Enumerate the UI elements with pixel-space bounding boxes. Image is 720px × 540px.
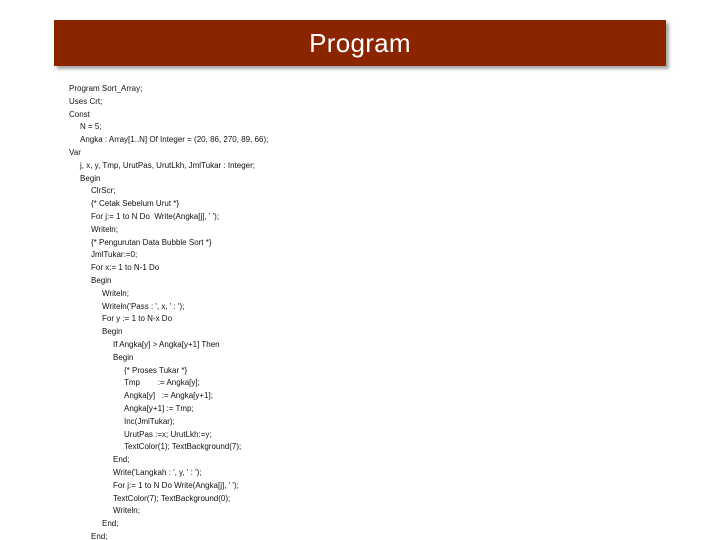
code-line: For x:= 1 to N-1 Do xyxy=(91,263,160,273)
code-line: Write('Langkah : ', y, ' : '); xyxy=(113,468,202,477)
code-line: TextColor(7); TextBackground(0); xyxy=(113,493,231,503)
code-line: For j:= 1 to N Do Write(Angka[j], ' '); xyxy=(113,480,239,490)
code-line: End; xyxy=(113,455,130,465)
code-line: Uses Crt; xyxy=(69,96,103,106)
code-line: TextColor(1); TextBackground(7); xyxy=(124,442,242,452)
code-listing xyxy=(0,82,720,540)
code-line: Inc(JmlTukar); xyxy=(124,416,175,426)
code-line: Begin xyxy=(102,327,123,337)
slide-title: Program xyxy=(309,27,411,58)
code-line: Writeln; xyxy=(102,288,129,298)
code-line: For y := 1 to N-x Do xyxy=(102,314,173,324)
code-line: If Angka[y] > Angka[y+1] Then xyxy=(113,340,220,349)
code-line: {* Pengurutan Data Bubble Sort *} xyxy=(91,237,212,247)
code-line: Writeln; xyxy=(113,506,140,516)
slide-title-banner xyxy=(54,20,666,66)
code-line: {* Cetak Sebelum Urut *} xyxy=(91,199,180,209)
code-line: Writeln('Pass : ', x, ' : '); xyxy=(102,301,185,311)
code-line: Const xyxy=(69,109,90,119)
code-line: {* Proses Tukar *} xyxy=(124,365,188,375)
code-line: UrutPas :=x; UrutLkh:=y; xyxy=(124,429,212,439)
code-line: Begin xyxy=(80,173,101,183)
code-line: End; xyxy=(102,519,119,529)
code-line: ClrScr; xyxy=(91,186,116,196)
code-line: Var xyxy=(69,148,81,157)
code-line: Angka[y] := Angka[y+1]; xyxy=(124,391,213,401)
code-line: Tmp := Angka[y]; xyxy=(124,378,200,388)
code-line: JmlTukar:=0; xyxy=(91,250,138,260)
code-line: Writeln; xyxy=(91,224,118,234)
code-line: N = 5; xyxy=(80,122,102,132)
code-line: Angka : Array[1..N] Of Integer = (20, 86, 270, 89, 66); xyxy=(80,135,269,145)
code-line: j, x, y, Tmp, UrutPas, UrutLkh, JmlTukar : Integer; xyxy=(80,160,256,170)
code-line: Program Sort_Array; xyxy=(69,84,143,93)
code-line: Angka[y+1] := Tmp; xyxy=(124,404,194,413)
code-line: Begin xyxy=(113,352,134,362)
code-line: End; xyxy=(91,532,108,540)
code-line: For j:= 1 to N Do Write(Angka[j], ' '); xyxy=(91,212,220,221)
code-line: Begin xyxy=(91,276,112,285)
